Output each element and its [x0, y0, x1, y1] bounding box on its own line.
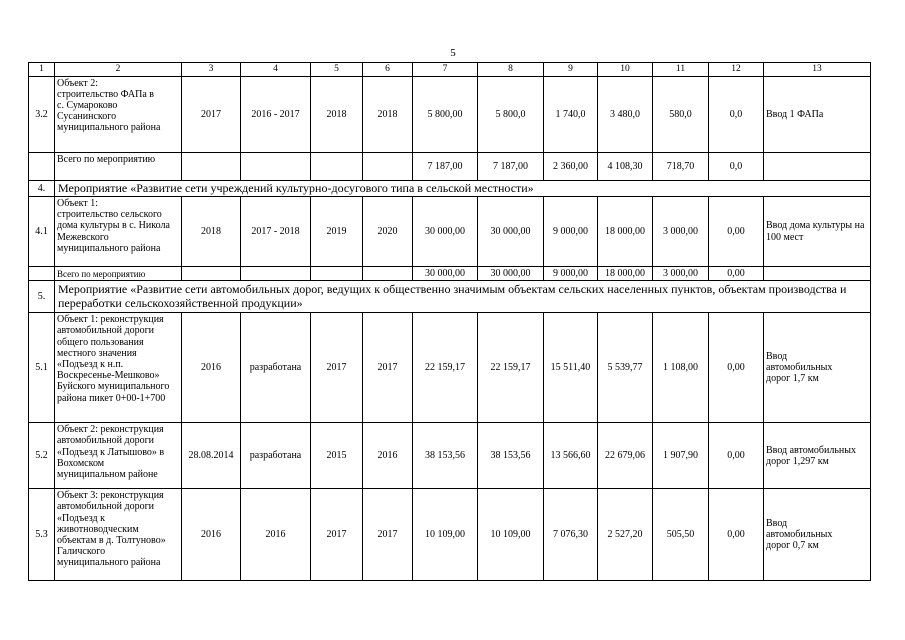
object-line: Объект 1: реконструкция: [57, 314, 164, 326]
object-line: строительство сельского: [57, 209, 162, 221]
section-title: Мероприятие «Развитие сети автомобильных дорог, ведущих к общественно значимым объектам сельских населенных пунктов, объектам производства и переработки сельскохозяйственной продукции»: [55, 281, 871, 313]
result-line: дорог 0,7 км: [766, 540, 819, 552]
object-line: «Подъезд к Латышово» в: [57, 446, 165, 458]
cell-c5: 2019: [311, 197, 363, 267]
cell-c7: 22 159,17: [413, 313, 478, 423]
object-line: Объект 1:: [57, 198, 99, 210]
total-label: Всего по мероприятию: [55, 152, 182, 180]
cell-c8: 10 109,00: [478, 489, 544, 581]
empty-cell: [363, 267, 413, 281]
result-cell: Ввод дома культуры на 100 мест: [764, 197, 871, 267]
cell-c7: 7 187,00: [413, 152, 478, 180]
object-description: [55, 489, 182, 581]
result-line: Ввод: [766, 350, 788, 362]
cell-c5: 2017: [311, 489, 363, 581]
object-line: строительство ФАПа в: [57, 88, 154, 100]
object-line: муниципального района: [57, 122, 161, 134]
row-number: 5.2: [29, 423, 55, 489]
section-number: 4.: [29, 180, 55, 196]
cell-c3: 2017: [182, 76, 241, 152]
object-line: Воскресенье-Мешково»: [57, 370, 160, 382]
cell-c3: 2018: [182, 197, 241, 267]
cell-c6: 2016: [363, 423, 413, 489]
header-cell: 9: [544, 63, 598, 77]
cell-c11: 3 000,00: [653, 197, 709, 267]
empty-cell: [311, 267, 363, 281]
cell-c7: 5 800,00: [413, 76, 478, 152]
header-cell: 1: [29, 63, 55, 77]
cell-c10: 18 000,00: [598, 267, 653, 281]
cell-c9: 15 511,40: [544, 313, 598, 423]
header-cell: 13: [764, 63, 871, 77]
object-line: муниципальном районе: [57, 469, 158, 480]
result-line: Ввод: [766, 517, 788, 529]
object-line: Галичского: [57, 546, 106, 558]
cell-c10: 5 539,77: [598, 313, 653, 423]
object-line: автомобильной дороги: [57, 435, 155, 447]
cell-c10: 22 679,06: [598, 423, 653, 489]
result-line: Ввод автомобильных: [766, 444, 856, 456]
cell-c8: 38 153,56: [478, 423, 544, 489]
object-description: [55, 313, 182, 423]
cell-c12: 0,0: [709, 76, 764, 152]
cell-c10: 18 000,00: [598, 197, 653, 267]
object-line: Объект 2:: [57, 77, 99, 89]
object-line: местного значения: [57, 347, 137, 359]
header-cell: 10: [598, 63, 653, 77]
object-line: Вохомском: [57, 457, 105, 469]
table-row: [29, 489, 871, 581]
cell-c4: 2016: [241, 489, 311, 581]
cell-c9: 9 000,00: [544, 267, 598, 281]
empty-cell: [764, 152, 871, 180]
result-cell: [764, 489, 871, 581]
program-table: [28, 62, 871, 581]
result-line: автомобильных: [766, 529, 833, 541]
object-line: района пикет 0+00-1+700: [57, 392, 166, 404]
empty-cell: [29, 267, 55, 281]
header-cell: 11: [653, 63, 709, 77]
cell-c12: 0,00: [709, 267, 764, 281]
cell-c4: разработана: [241, 313, 311, 423]
object-line: животноводческим: [57, 523, 139, 535]
cell-c7: 30 000,00: [413, 267, 478, 281]
cell-c3: 2016: [182, 313, 241, 423]
result-cell: Ввод 1 ФАПа: [764, 76, 871, 152]
page-number: 5: [450, 47, 456, 59]
result-line: дорог 1,7 км: [766, 373, 819, 385]
object-line: Буйского муниципального: [57, 381, 170, 393]
object-line: автомобильной дороги: [57, 325, 155, 337]
cell-c12: 0,00: [709, 489, 764, 581]
empty-cell: [363, 152, 413, 180]
cell-c9: 9 000,00: [544, 197, 598, 267]
object-description: [55, 423, 182, 489]
empty-cell: [29, 152, 55, 180]
header-cell: 8: [478, 63, 544, 77]
row-number: 4.1: [29, 197, 55, 267]
cell-c4: 2017 - 2018: [241, 197, 311, 267]
cell-c11: 580,0: [653, 76, 709, 152]
object-line: муниципального района: [57, 557, 161, 569]
table-row: [29, 197, 871, 267]
cell-c10: 3 480,0: [598, 76, 653, 152]
table-row: [29, 313, 871, 423]
cell-c7: 10 109,00: [413, 489, 478, 581]
object-line: общего пользования: [57, 336, 144, 348]
cell-c8: 22 159,17: [478, 313, 544, 423]
cell-c3: 28.08.2014: [182, 423, 241, 489]
cell-c12: 0,00: [709, 313, 764, 423]
cell-c8: 5 800,0: [478, 76, 544, 152]
empty-cell: [311, 152, 363, 180]
object-line: Сусанинского: [57, 111, 117, 123]
cell-c4: разработана: [241, 423, 311, 489]
cell-c7: 38 153,56: [413, 423, 478, 489]
total-label: Всего по мероприятию: [55, 267, 182, 281]
cell-c9: 13 566,60: [544, 423, 598, 489]
cell-c4: 2016 - 2017: [241, 76, 311, 152]
cell-c12: 0,0: [709, 152, 764, 180]
table-row: [29, 423, 871, 489]
result-cell: [764, 423, 871, 489]
cell-c11: 1 907,90: [653, 423, 709, 489]
empty-cell: [241, 152, 311, 180]
row-number: 5.1: [29, 313, 55, 423]
header-cell: 4: [241, 63, 311, 77]
cell-c11: 3 000,00: [653, 267, 709, 281]
cell-c7: 30 000,00: [413, 197, 478, 267]
object-description: [55, 76, 182, 152]
cell-c12: 0,00: [709, 197, 764, 267]
section-number: 5.: [29, 281, 55, 313]
cell-c6: 2017: [363, 313, 413, 423]
result-line: дорог 1,297 км: [766, 455, 829, 467]
cell-c6: 2017: [363, 489, 413, 581]
total-row: [29, 267, 871, 281]
cell-c10: 2 527,20: [598, 489, 653, 581]
object-line: Объект 3: реконструкция: [57, 490, 164, 502]
header-cell: 7: [413, 63, 478, 77]
section-row: [29, 281, 871, 313]
cell-c6: 2020: [363, 197, 413, 267]
table-row: [29, 76, 871, 152]
section-row: [29, 180, 871, 196]
section-title: Мероприятие «Развитие сети учреждений культурно-досугового типа в сельской местности»: [55, 180, 871, 196]
cell-c9: 2 360,00: [544, 152, 598, 180]
object-line: Межевского: [57, 231, 109, 243]
cell-c11: 505,50: [653, 489, 709, 581]
empty-cell: [182, 267, 241, 281]
header-cell: 6: [363, 63, 413, 77]
object-line: «Подъезд к: [57, 512, 105, 524]
header-cell: 2: [55, 63, 182, 77]
cell-c8: 30 000,00: [478, 267, 544, 281]
cell-c9: 7 076,30: [544, 489, 598, 581]
object-description: [55, 197, 182, 267]
object-line: дома культуры в с. Никола: [57, 220, 170, 232]
object-line: Объект 2: реконструкция: [57, 424, 164, 436]
cell-c8: 30 000,00: [478, 197, 544, 267]
cell-c11: 718,70: [653, 152, 709, 180]
cell-c3: 2016: [182, 489, 241, 581]
result-cell: [764, 313, 871, 423]
row-number: 3.2: [29, 76, 55, 152]
cell-c8: 7 187,00: [478, 152, 544, 180]
object-line: муниципального района: [57, 242, 161, 254]
row-number: 5.3: [29, 489, 55, 581]
object-line: объектам в д. Толтуново»: [57, 535, 166, 546]
header-cell: 5: [311, 63, 363, 77]
cell-c9: 1 740,0: [544, 76, 598, 152]
empty-cell: [241, 267, 311, 281]
cell-c5: 2015: [311, 423, 363, 489]
empty-cell: [764, 267, 871, 281]
object-line: автомобильной дороги: [57, 501, 155, 513]
cell-c5: 2017: [311, 313, 363, 423]
header-cell: 3: [182, 63, 241, 77]
cell-c12: 0,00: [709, 423, 764, 489]
header-cell: 12: [709, 63, 764, 77]
cell-c6: 2018: [363, 76, 413, 152]
cell-c5: 2018: [311, 76, 363, 152]
cell-c10: 4 108,30: [598, 152, 653, 180]
total-row: [29, 152, 871, 180]
empty-cell: [182, 152, 241, 180]
result-line: автомобильных: [766, 362, 833, 374]
cell-c11: 1 108,00: [653, 313, 709, 423]
object-line: «Подъезд к н.п.: [57, 359, 124, 370]
header-row: [29, 63, 871, 77]
object-line: с. Сумароково: [57, 100, 118, 111]
